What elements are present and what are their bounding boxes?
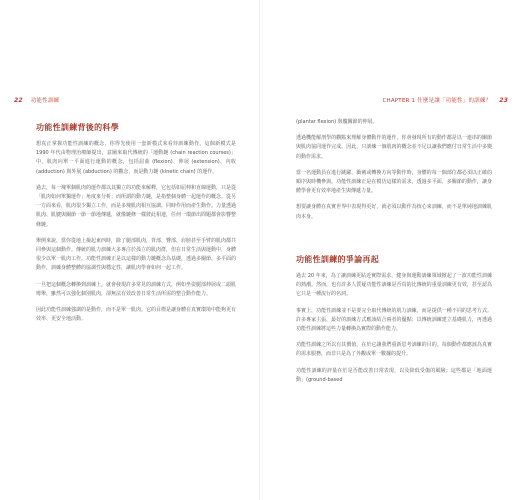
right-body-text [296, 272, 492, 392]
right-paragraph-4: 功能性訓練的評量在於是否能改善日常表現，以及降低受傷的風險；這些都是「地面運動」(ground-based [296, 367, 492, 383]
right-intro-paragraph-2: 透過機能解剖學的觀點來理解身體動作的運作，你會發現所有的動作都是以一連串的關節與肌肉協同運作完成。因此，只訓練一個肌肉的概念並不足以讓我們應付日常生活中多變的動作需求。 [296, 135, 492, 160]
right-intro-paragraph-4: 想要讓身體在真實世界中表現得更好，就必須以動作為核心來訓練，而不是單純地訓練肌肉本身。 [296, 204, 492, 220]
left-paragraph-5: 因此功能性訓練強調的是動作，而不是單一肌肉。它的目標是讓身體在真實環境中能夠更有效率、更安全地活動。 [36, 307, 237, 323]
right-paragraph-1: 過去 20 年來，為了讓訓練更貼近實際需求，健身與運動訓練領域掀起了一波功能性訓練的熱潮。然而，也有許多人質疑功能性訓練是否真的比傳統的重量訓練更有效，甚至認為它只是一種流行的名詞。 [296, 273, 492, 298]
right-intro-paragraph-3: 當一名運動員在進行跳躍、衝刺或轉換方向等動作時，身體的每一個部位都必須以正確的順序與時機參與。功能性訓練正是在模仿這樣的需求，透過多平面、多關節的動作，讓身體學會更有效率地產生與傳遞力量。 [296, 169, 492, 195]
left-running-head-text: 功能性訓練 [30, 98, 60, 104]
left-body-text [36, 140, 236, 331]
right-intro-paragraph-1: (plantar flexion) 與髖關節的伸展。 [296, 119, 378, 125]
left-paragraph-4: 一旦把這個概念轉換到訓練上，就會發現許多常見的訓練方式，例如坐姿腿部伸展或二頭肌彎舉，雖然可以強化個別肌肉，卻無法有效改善日常生活所需的整合動作能力。 [36, 281, 237, 297]
right-running-head-text: CHAPTER 1 什麼是讓「功能性」的訓練？ [382, 98, 492, 104]
right-running-head [382, 96, 508, 104]
right-page-number: 23 [499, 97, 508, 104]
left-running-head [14, 96, 59, 104]
left-page-number: 22 [14, 97, 23, 104]
left-paragraph-2: 過去，每一塊單個肌肉的運作都以其獨立的功能來解釋，它包括如屈伸和直線運動，只是從「肌肉如何單獨運作」角度來分析；而所謂的動力鏈，是指整個身體一起運作的概念。從另一方面來看，肌肉很少獨立工作，而是多塊肌肉相互協調、同時作用而產生動作。力量透過肌肉、肌腱與關節一節一節地傳遞，就像鏈條一樣彼此相連，任何一環節出問題都會影響整條鏈。 [36, 184, 237, 228]
right-paragraph-2: 事實上，功能性訓練並不是要完全取代傳統的肌力訓練，而是提供一種不同的思考方式。許多專家主張，最好的訓練方式應該結合兩者的優點：以傳統訓練建立基礎肌力，再透過功能性訓練將這些力量轉換為實際的動作能力。 [296, 307, 492, 333]
right-intro-text [296, 118, 492, 229]
section-heading-science: 功能性訓練背後的科學 [36, 123, 119, 132]
section-heading-debate: 功能性訓練的爭論再起 [296, 255, 379, 264]
right-paragraph-3: 功能性訓練之所以有其價值，在於它讓我們重新思考訓練的目的。每個動作都應該為真實的需求服務，而非只是為了外觀或單一數據的提升。 [296, 342, 492, 358]
right-page [260, 0, 520, 500]
left-paragraph-3: 舉例來說，當你從地上撿起東西時，除了腿部肌肉，背部、臀部、肩膀甚至手臂的肌肉都共同參與這個動作。傳統的肌力訓練大多專注於孤立的肌肉群，但在日常生活與運動中，身體很少以單一肌肉工作。功能性訓練正是以這樣的動力鏈概念為基礎，透過多關節、多平面的動作，訓練身體整體的協調性與穩定性，讓肌肉學會如何一起工作。 [36, 237, 237, 272]
left-paragraph-1: 想真正掌握功能性訓練的概念，你得先使用一套新模式來看待訓練動作。這個新模式是 1990 年代由物理治療師提出，意圖來取代傳統的「運動鏈 (chain reaction courses)」中，肌肉向單一平面進行運動的概念，包括屈曲 (flexion)、伸展 (extension)、內收 (adduction) 與外展 (abduction) 的觀念，而是動力鏈 (kinetic chain) 的運作。 [36, 141, 236, 175]
